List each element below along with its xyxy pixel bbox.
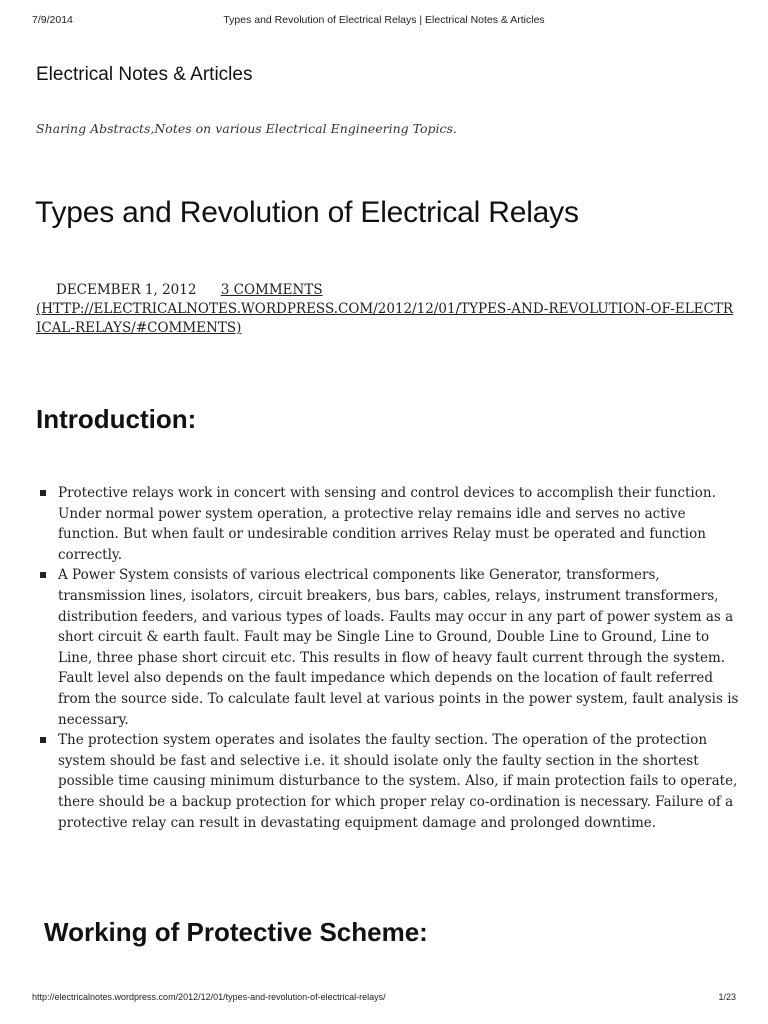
bullet-text: Protective relays work in concert with sensing and control devices to accomplish their function. Under normal power system operation, a protective relay remains idle and serves no active function. But when fault or undesirable condition arrives Relay must be operated and function correctly. [58,485,716,563]
page-number: 1/23 [718,992,736,1002]
list-item [40,483,740,565]
print-footer-url: http://electricalnotes.wordpress.com/2012/12/01/types-and-revolution-of-electrical-relays/ [32,992,386,1002]
site-title-link[interactable]: Electrical Notes & Articles [36,64,253,85]
print-date: 7/9/2014 [32,14,73,26]
bullet-square-icon [40,490,46,496]
list-item [40,565,740,730]
bullet-square-icon [40,572,46,578]
working-heading: Working of Protective Scheme: [44,917,428,947]
comments-link[interactable]: 3 COMMENTS [220,282,323,298]
comments-url-link[interactable]: (HTTP://ELECTRICALNOTES.WORDPRESS.COM/2012/12/01/TYPES-AND-REVOLUTION-OF-ELECTRICAL-RELAYS/#COMMENTS) [36,301,734,336]
print-header [32,14,736,32]
introduction-heading: Introduction: [36,404,197,434]
list-item [40,730,740,833]
bullet-text: A Power System consists of various electrical components like Generator, transformers, transmission lines, isolators, circuit breakers, bus bars, cables, relays, instrument transformers, distribution feeders, and various types of loads. Faults may occur in any part of power system as a short circuit & earth fault. Fault may be Single Line to Ground, Double Line to Ground, Line to Line, three phase short circuit etc. This results in flow of heavy fault current through the system. Fault level also depends on the fault impedance which depends on the location of fault referred from the source side. To calculate fault level at various points in the power system, fault analysis is necessary. [58,567,739,728]
bullet-square-icon [40,737,46,743]
print-footer [32,992,736,1006]
bullet-text: The protection system operates and isolates the faulty section. The operation of the protection system should be fast and selective i.e. it should isolate only the faulty section in the shortest possible time causing minimum disturbance to the system. Also, if main protection fails to operate, there should be a backup protection for which proper relay co-ordination is necessary. Failure of a protective relay can result in devastating equipment damage and prolonged downtime. [58,732,738,831]
site-tagline: Sharing Abstracts,Notes on various Electrical Engineering Topics. [36,121,457,136]
post-date: DECEMBER 1, 2012 [56,282,197,298]
post-meta [36,281,736,338]
introduction-bullet-list [40,483,740,833]
post-title: Types and Revolution of Electrical Relays [35,196,579,229]
print-page-title: Types and Revolution of Electrical Relays | Electrical Notes & Articles [223,14,545,26]
